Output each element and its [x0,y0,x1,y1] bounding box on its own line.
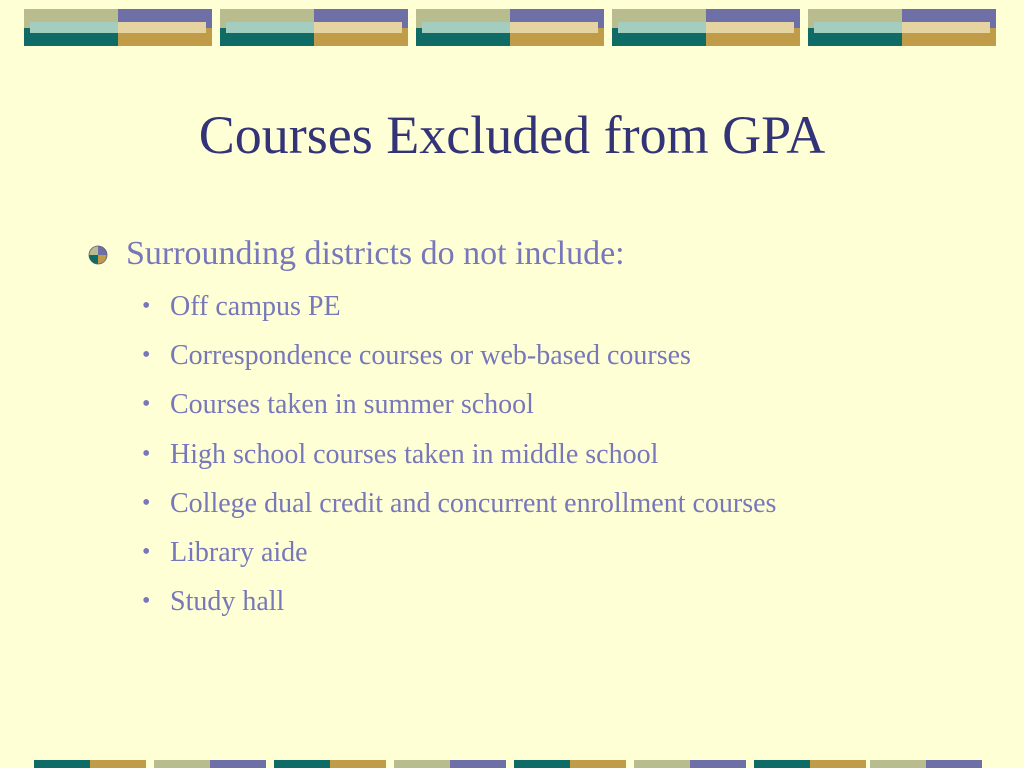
list-item-text: Courses taken in summer school [170,389,534,421]
level1-bullet-item [88,232,988,276]
slide-body [88,232,988,626]
level1-bullet-text: Surrounding districts do not include: [126,235,625,272]
decor-segment [634,760,746,768]
dot-icon: • [142,489,151,516]
list-item-text: Library aide [170,537,308,569]
list-item-text: Off campus PE [170,291,341,322]
dot-icon: • [142,588,151,615]
decor-block [808,9,996,46]
list-item [88,282,988,331]
slide-title: Courses Excluded from GPA [198,105,826,165]
list-item-text: High school courses taken in middle school [170,438,659,470]
dot-icon: • [142,440,151,467]
sub-bullet-list [88,282,988,626]
dot-icon: • [142,539,151,566]
quartered-circle-icon [88,245,108,265]
dot-icon: • [142,391,151,418]
list-item [88,528,988,577]
decor-block [416,9,604,46]
decor-segment [154,760,266,768]
dot-icon: • [142,293,151,319]
list-item [88,479,988,528]
decor-segment [274,760,386,768]
dot-icon: • [142,342,151,369]
decor-block [24,9,212,46]
decor-segment [394,760,506,768]
decor-segment [514,760,626,768]
decor-segment [34,760,146,768]
decor-segment [870,760,982,768]
top-decorative-band [24,9,998,46]
list-item-text: Correspondence courses or web-based courses [170,340,691,372]
list-item [88,380,988,429]
decor-segment [754,760,866,768]
list-item [88,577,988,626]
decor-block [612,9,800,46]
list-item-text: College dual credit and concurrent enrollment courses [170,487,777,519]
bottom-decorative-band [34,760,982,768]
list-item [88,331,988,380]
list-item [88,430,988,479]
list-item-text: Study hall [170,586,285,618]
decor-block [220,9,408,46]
